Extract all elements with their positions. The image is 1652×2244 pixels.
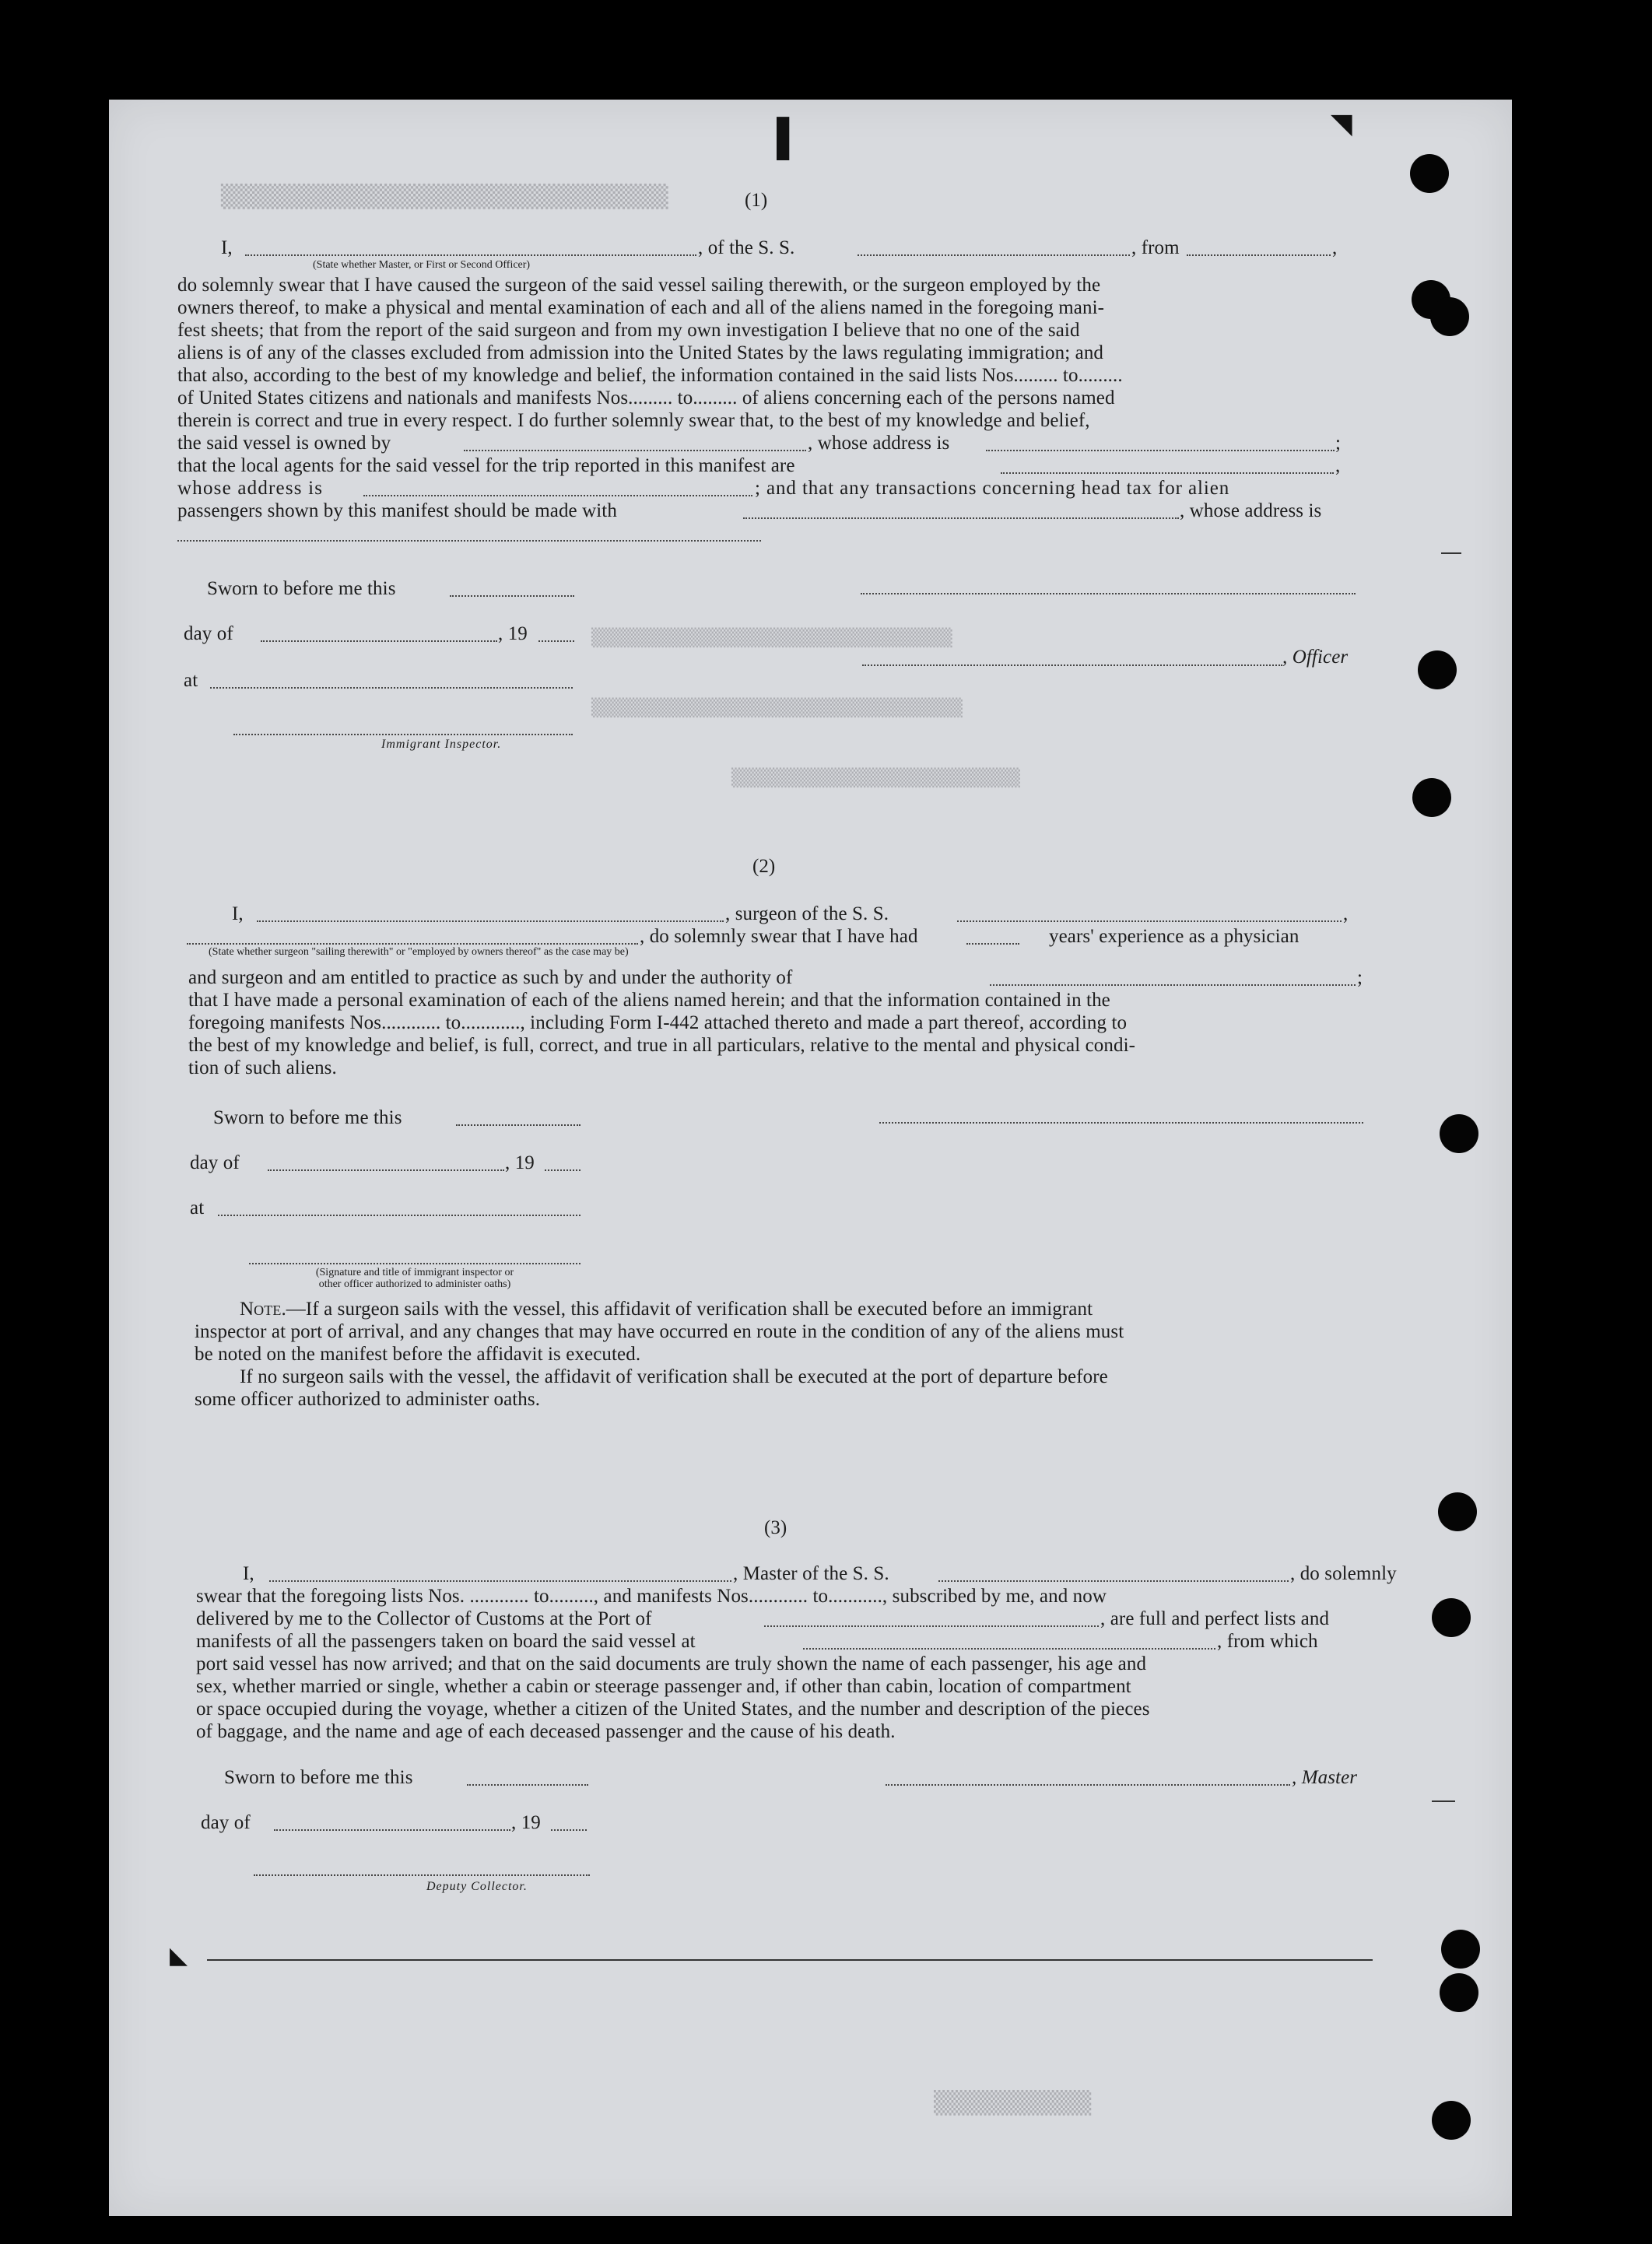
officer-title-blank[interactable] — [245, 254, 696, 256]
manifest-page — [109, 100, 1512, 2216]
surgeon-type-blank[interactable] — [187, 943, 638, 945]
authority-blank[interactable] — [990, 984, 1356, 986]
margin-tick — [1441, 552, 1461, 554]
affidavit-1-line-1 — [698, 237, 794, 259]
sworn-label: Sworn to before me this — [213, 1107, 402, 1128]
ink-mark: ▌ — [777, 117, 802, 157]
agents-address-label: whose address is — [177, 478, 324, 499]
punch-hole — [1440, 1973, 1478, 2012]
head-tax-text: ; and that any transactions concerning head tax for alien — [755, 478, 1230, 499]
solemnly-swear-label: , do solemnly swear that I have had — [640, 926, 918, 947]
bleed-through: ▒▒▒▒▒▒▒▒▒▒▒▒▒▒▒▒▒▒▒▒▒▒▒▒▒▒▒▒▒▒▒▒▒▒▒▒ — [591, 699, 963, 718]
text: I, — [221, 237, 233, 258]
master-of-label: , Master of the S. S. — [733, 1563, 889, 1584]
do-solemnly-label: , do solemnly — [1290, 1563, 1397, 1584]
sworn-date-blank[interactable] — [467, 1784, 588, 1786]
section-number-2: (2) — [752, 856, 776, 877]
text: , from — [1131, 237, 1180, 258]
body-line: that also, according to the best of my knowledge and belief, the information contained in the said lists Nos......... to......... — [177, 365, 1123, 386]
signature-note-line: (Signature and title of immigrant inspector or — [315, 1267, 514, 1278]
owned-by-label: the said vessel is owned by — [177, 433, 391, 454]
lists-line: swear that the foregoing lists Nos. ............ to........., and manifests Nos............ to..........., subscribed by me, and now — [196, 1586, 1107, 1607]
body-line: the best of my knowledge and belief, is full, correct, and true in all particulars, relative to the mental and physical condi- — [188, 1035, 1136, 1056]
signature-note — [249, 1267, 580, 1290]
comma: , — [1335, 455, 1341, 476]
authority-label: and surgeon and am entitled to practice as such by and under the authority of — [188, 967, 793, 988]
surgeon-note: (State whether surgeon "sailing therewith" or "employed by owners thereof" as the case may be) — [209, 946, 629, 958]
comma: , — [1332, 237, 1338, 258]
body-line: of United States citizens and nationals and manifests Nos......... to......... of aliens concerning each of the persons named — [177, 387, 1115, 408]
affidavit-3-line-1: I, — [243, 1563, 254, 1584]
owner-address-blank[interactable] — [986, 450, 1335, 451]
day-blank[interactable] — [274, 1829, 510, 1831]
bleed-through: ▒▒▒▒▒▒▒▒▒▒▒▒▒▒▒▒▒▒▒▒▒▒▒▒▒▒▒▒ — [731, 769, 1020, 788]
day-blank[interactable] — [268, 1169, 504, 1171]
at-label: at — [190, 1197, 205, 1218]
section-number-3: (3) — [764, 1517, 787, 1538]
section-number-1: (1) — [745, 190, 768, 211]
officer-label: , Officer — [1282, 647, 1349, 668]
year-blank[interactable] — [545, 1169, 580, 1171]
punch-hole — [1430, 297, 1469, 336]
sworn-label: Sworn to before me this — [224, 1767, 413, 1788]
inspector-signature-blank[interactable] — [233, 734, 573, 735]
affidavit-1-line-1 — [1131, 237, 1180, 259]
semicolon: ; — [1357, 967, 1363, 988]
note-line — [240, 1298, 1093, 1320]
whose-address: , whose address is — [1180, 500, 1322, 521]
surgeon-signature-blank[interactable] — [879, 1122, 1363, 1124]
body-line: that I have made a personal examination of each of the aliens named herein; and that the information contained in the — [188, 990, 1110, 1011]
head-tax-agent-blank[interactable] — [743, 517, 1179, 519]
agents-address-blank[interactable] — [363, 495, 752, 496]
margin-tick — [1432, 1800, 1455, 1802]
departure-port-blank[interactable] — [803, 1648, 1215, 1650]
sworn-date-blank[interactable] — [450, 595, 574, 597]
sworn-label: Sworn to before me this — [207, 578, 396, 599]
punch-hole — [1432, 1598, 1471, 1637]
body-line: owners thereof, to make a physical and mental examination of each and all of the aliens named in the foregoing mani- — [177, 297, 1105, 318]
at-label: at — [184, 670, 198, 691]
body-line: of baggage, and the name and age of each deceased passenger and the cause of his death. — [196, 1721, 896, 1742]
body-line: sex, whether married or single, whether a cabin or steerage passenger and, if other than cabin, location of compartment — [196, 1676, 1131, 1697]
official-signature-blank[interactable] — [249, 1263, 580, 1264]
note-line: some officer authorized to administer oaths. — [195, 1389, 541, 1410]
punch-hole — [1412, 778, 1451, 817]
punch-hole — [1410, 154, 1449, 193]
passengers-label: passengers shown by this manifest should be made with — [177, 500, 617, 521]
officer-signature-blank[interactable] — [861, 593, 1356, 594]
body-line: fest sheets; that from the report of the said surgeon and from my own investigation I believe that no one of the said — [177, 320, 1080, 341]
vessel-name-blank[interactable] — [858, 254, 1130, 256]
year-blank[interactable] — [551, 1829, 587, 1831]
agents-blank[interactable] — [1001, 472, 1334, 474]
day-of-label: day of — [201, 1812, 251, 1833]
note-text: —If a surgeon sails with the vessel, this affidavit of verification shall be executed before an immigrant — [286, 1299, 1093, 1320]
master-vessel-blank[interactable] — [938, 1580, 1289, 1582]
agents-label: that the local agents for the said vessel for the trip reported in this manifest are — [177, 455, 795, 476]
note-line: inspector at port of arrival, and any changes that may have occurred en route in the condition of any of the aliens must — [195, 1321, 1124, 1342]
year-label: , 19 — [505, 1152, 535, 1173]
deputy-label: Deputy Collector. — [426, 1880, 528, 1893]
signature-note-line: other officer authorized to administer oaths) — [318, 1278, 511, 1290]
master-label: , Master — [1292, 1767, 1358, 1788]
bleed-through: ▒▒▒▒▒▒▒▒▒▒▒▒▒▒▒▒▒▒▒▒▒▒▒▒▒▒▒▒▒▒▒ — [220, 184, 668, 209]
bleed-through: ▒▒▒▒▒▒▒▒▒▒▒▒ — [934, 2090, 1092, 2116]
comma: , — [1343, 903, 1349, 924]
years-experience-label: years' experience as a physician — [1049, 926, 1300, 947]
full-lists-label: , are full and perfect lists and — [1100, 1608, 1330, 1629]
year-label: , 19 — [511, 1812, 541, 1833]
bleed-through: ▒▒▒▒▒▒▒▒▒▒▒▒▒▒▒▒▒▒▒▒▒▒▒▒▒▒▒▒▒▒▒▒▒▒▒ — [591, 629, 952, 648]
text: , of the S. S. — [698, 237, 795, 258]
officer-note: (State whether Master, or First or Second Officer) — [313, 259, 531, 271]
note-line: If no surgeon sails with the vessel, the affidavit of verification shall be executed at the port of departure before — [240, 1366, 1108, 1387]
punch-hole — [1438, 1492, 1477, 1531]
collector-label: delivered by me to the Collector of Customs at the Port of — [196, 1608, 652, 1629]
affidavit-1-line-1 — [221, 237, 233, 259]
head-tax-address-blank[interactable] — [177, 540, 761, 542]
sworn-date-blank[interactable] — [456, 1124, 580, 1126]
from-which-label: , from which — [1217, 1631, 1318, 1652]
place-blank[interactable] — [210, 687, 573, 689]
punch-hole — [1440, 1114, 1478, 1153]
body-line: tion of such aliens. — [188, 1057, 337, 1078]
body-line: aliens is of any of the classes excluded from admission into the United States by the laws regulating immigration; and — [177, 342, 1104, 363]
day-blank[interactable] — [261, 640, 497, 642]
body-line: foregoing manifests Nos............ to............, including Form I-442 attached thereto and made a part thereof, according to — [188, 1012, 1128, 1033]
day-of-label: day of — [184, 623, 233, 644]
note-line: be noted on the manifest before the affidavit is executed. — [195, 1344, 641, 1365]
officer-name-blank[interactable] — [862, 664, 1282, 666]
deputy-signature-blank[interactable] — [254, 1874, 590, 1876]
affidavit-2-line-1: I, — [232, 903, 244, 924]
master-name-blank[interactable] — [269, 1580, 731, 1582]
vessel-at-label: manifests of all the passengers taken on board the said vessel at — [196, 1631, 696, 1652]
body-line: port said vessel has now arrived; and that on the said documents are truly shown the name of each passenger, his age and — [196, 1653, 1147, 1674]
punch-hole — [1432, 2101, 1471, 2140]
from-port-blank[interactable] — [1187, 254, 1331, 256]
ink-mark: ◣ — [170, 1943, 188, 1969]
semicolon: ; — [1335, 433, 1342, 454]
surgeon-name-blank[interactable] — [257, 920, 724, 922]
owner-blank[interactable] — [464, 450, 806, 451]
years-blank[interactable] — [966, 943, 1019, 945]
year-blank[interactable] — [538, 640, 574, 642]
surgeon-of-label: , surgeon of the S. S. — [725, 903, 889, 924]
punch-hole — [1441, 1930, 1480, 1969]
ink-mark: ◥ — [1331, 108, 1352, 139]
body-line: or space occupied during the voyage, whether a citizen of the United States, and the number and description of the pieces — [196, 1699, 1150, 1720]
bottom-rule — [207, 1959, 1373, 1961]
master-signature-blank[interactable] — [886, 1784, 1290, 1786]
port-blank[interactable] — [764, 1625, 1099, 1627]
body-line: therein is correct and true in every respect. I do further solemnly swear that, to the best of my knowledge and belief, — [177, 410, 1090, 431]
body-line: do solemnly swear that I have caused the surgeon of the said vessel sailing therewith, or the surgeon employed by the — [177, 275, 1101, 296]
place-blank[interactable] — [218, 1215, 580, 1216]
address-label: , whose address is — [808, 433, 950, 454]
surgeon-vessel-blank[interactable] — [957, 920, 1342, 922]
day-of-label: day of — [190, 1152, 240, 1173]
note-label: Note. — [240, 1299, 286, 1320]
inspector-label: Immigrant Inspector. — [381, 738, 502, 751]
year-label: , 19 — [498, 623, 528, 644]
punch-hole — [1418, 650, 1457, 689]
